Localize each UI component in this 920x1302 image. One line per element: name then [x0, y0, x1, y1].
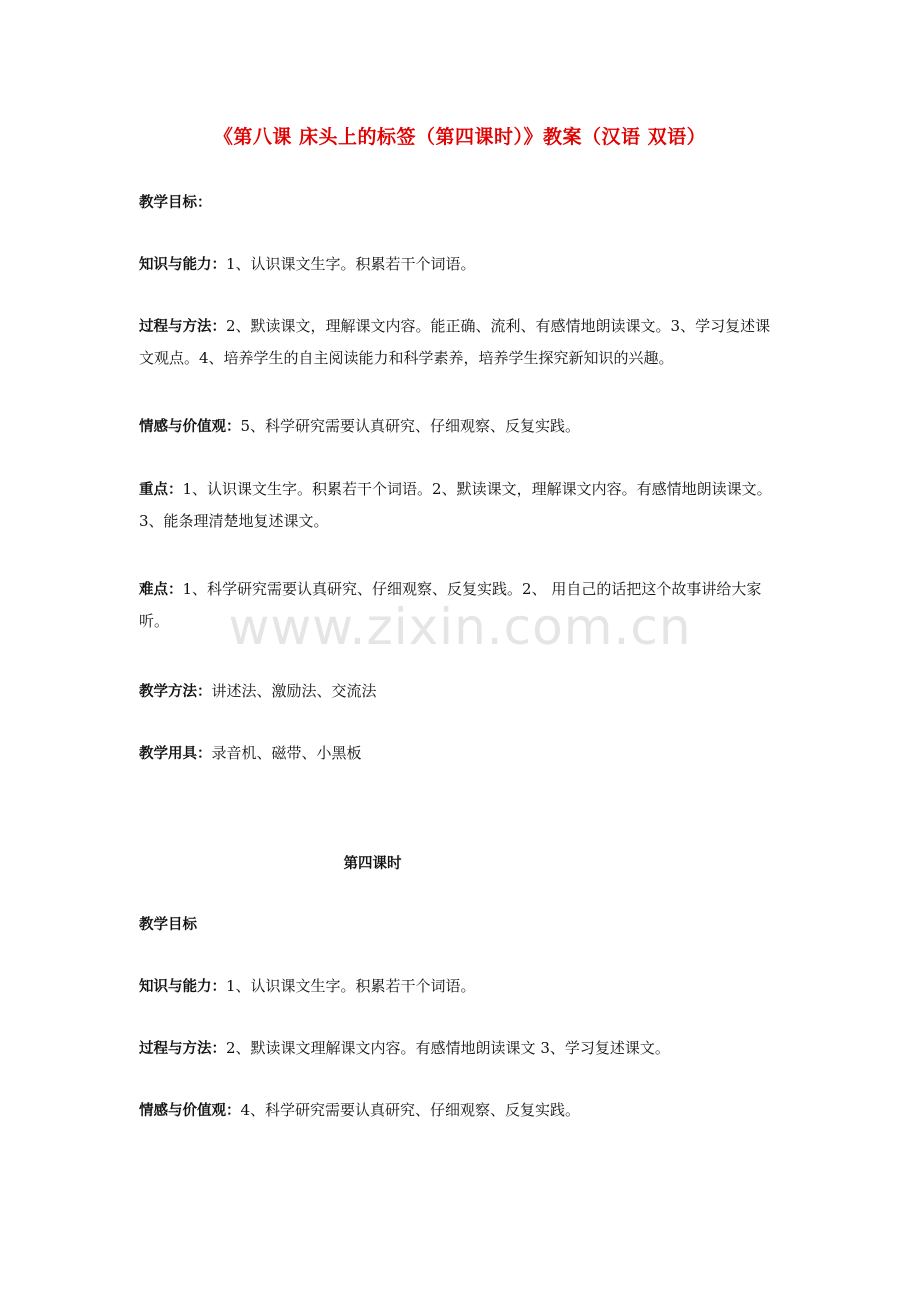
lesson4-process-paragraph	[139, 1033, 784, 1065]
process-label: 过程与方法：	[139, 319, 226, 335]
knowledge-paragraph	[139, 249, 784, 281]
methods-label: 教学方法：	[139, 684, 212, 700]
emotion-paragraph	[139, 411, 784, 443]
difficulties-paragraph	[139, 574, 784, 637]
lesson4-goals-heading	[139, 909, 784, 941]
difficulties-text: 1、科学研究需要认真研究、仔细观察、反复实践。2、 用自己的话把这个故事讲给大家听。	[139, 580, 762, 630]
key-points-paragraph	[139, 474, 784, 537]
tools-label: 教学用具：	[139, 746, 212, 762]
tools-paragraph	[139, 738, 784, 770]
lesson4-emotion-label: 情感与价值观：	[139, 1103, 241, 1119]
knowledge-label: 知识与能力：	[139, 257, 226, 273]
goals-heading-label: 教学目标：	[139, 195, 212, 211]
process-text: 2、默读课文，理解课文内容。能正确、流利、有感情地朗读课文。3、学习复述课文观点。4、培养学生的自主阅读能力和科学素养，培养学生探究新知识的兴趣。	[139, 317, 771, 367]
lesson4-goals-heading-label: 教学目标	[139, 917, 197, 933]
difficulties-label: 难点：	[139, 582, 183, 598]
emotion-label: 情感与价值观：	[139, 419, 241, 435]
lesson4-heading: 第四课时	[343, 856, 402, 872]
lesson4-emotion-text: 4、科学研究需要认真研究、仔细观察、反复实践。	[240, 1101, 581, 1119]
lesson4-emotion-paragraph	[139, 1095, 784, 1127]
lesson4-knowledge-label: 知识与能力：	[139, 979, 226, 995]
document-title: 《第八课 床头上的标签（第四课时）》教案（汉语 双语）	[213, 126, 707, 148]
key-points-text: 1、认识课文生字。积累若干个词语。2、默读课文，理解课文内容。有感情地朗读课文。3、能条理清楚地复述课文。	[139, 480, 772, 530]
tools-text: 录音机、磁带、小黑板	[211, 744, 362, 762]
key-points-label: 重点：	[139, 482, 183, 498]
lesson4-process-label: 过程与方法：	[139, 1041, 226, 1057]
methods-paragraph	[139, 676, 784, 708]
lesson4-knowledge-text: 1、认识课文生字。积累若干个词语。	[226, 977, 476, 995]
knowledge-text: 1、认识课文生字。积累若干个词语。	[226, 255, 476, 273]
methods-text: 讲述法、激励法、交流法	[211, 682, 377, 700]
watermark: www.zixin.com.cn	[228, 598, 692, 656]
lesson4-process-text: 2、默读课文理解课文内容。有感情地朗读课文 3、学习复述课文。	[226, 1039, 670, 1057]
goals-heading	[139, 187, 784, 219]
lesson4-knowledge-paragraph	[139, 971, 784, 1003]
emotion-text: 5、科学研究需要认真研究、仔细观察、反复实践。	[240, 417, 581, 435]
process-paragraph	[139, 311, 784, 374]
